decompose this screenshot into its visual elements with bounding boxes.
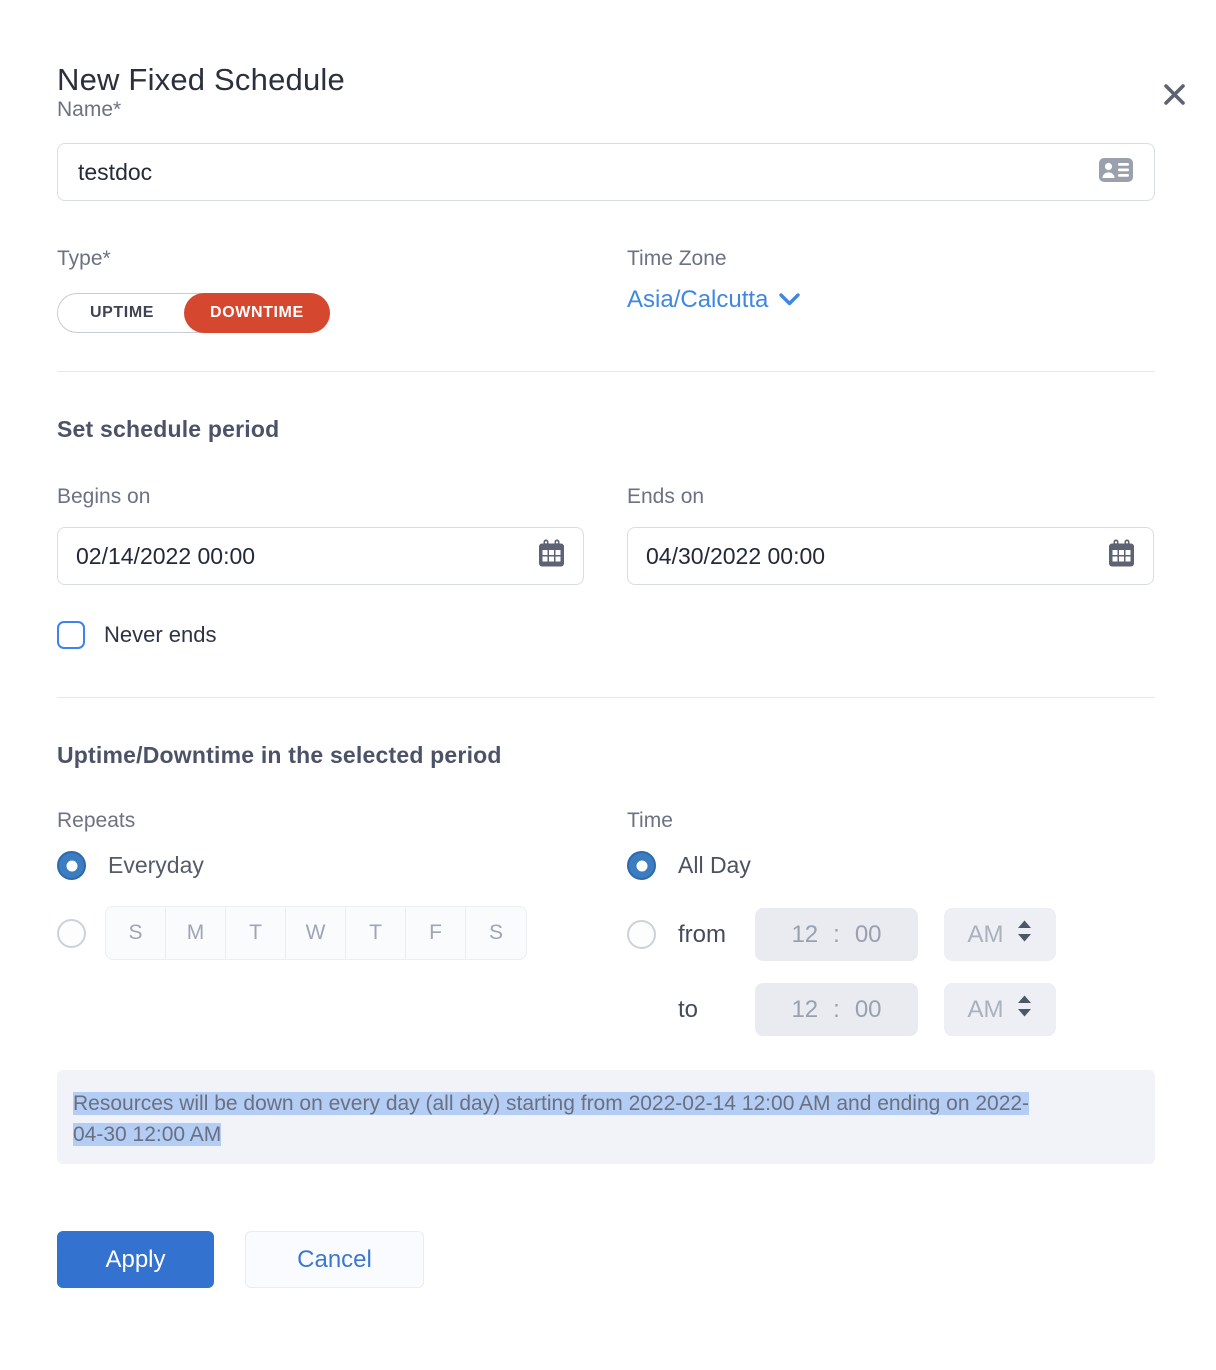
time-separator: :: [833, 920, 840, 948]
spinner-arrows-icon: [1016, 919, 1033, 950]
calendar-icon[interactable]: [538, 539, 565, 573]
to-minute: 00: [854, 995, 882, 1023]
downtime-toggle-option[interactable]: DOWNTIME: [184, 293, 330, 333]
contact-card-icon: [1098, 156, 1134, 189]
type-label: Type*: [57, 247, 111, 270]
to-meridiem-stepper[interactable]: [944, 983, 1056, 1036]
apply-button[interactable]: Apply: [57, 1231, 214, 1288]
day-button-tuesday[interactable]: T: [226, 907, 286, 959]
begins-on-input[interactable]: [76, 543, 538, 570]
day-button-thursday[interactable]: T: [346, 907, 406, 959]
custom-days-radio[interactable]: [57, 919, 86, 948]
chevron-down-icon: [778, 286, 801, 314]
day-button-saturday[interactable]: S: [488, 921, 503, 944]
to-time-input[interactable]: [755, 983, 918, 1036]
from-hour: 12: [791, 920, 819, 948]
ends-on-label: Ends on: [627, 485, 705, 508]
page-title: New Fixed Schedule: [57, 62, 345, 97]
schedule-summary-text: Resources will be down on every day (all day) starting from 2022-02-14 12:00 AM and ending on 2022-04-30 12:00 AM: [73, 1092, 1030, 1146]
day-of-week-selector: [105, 906, 527, 960]
timezone-value: Asia/Calcutta: [627, 286, 769, 313]
time-label: Time: [627, 809, 673, 832]
from-minute: 00: [854, 920, 882, 948]
type-toggle: [57, 293, 330, 333]
time-separator: :: [833, 995, 840, 1023]
all-day-label: All Day: [678, 852, 751, 878]
time-range-radio[interactable]: [627, 920, 656, 949]
divider: [57, 371, 1155, 372]
begins-on-field-wrap: [57, 527, 584, 585]
from-label: from: [678, 920, 726, 948]
to-hour: 12: [791, 995, 819, 1023]
day-button-friday[interactable]: F: [406, 907, 466, 959]
begins-on-label: Begins on: [57, 485, 151, 508]
day-button-sunday[interactable]: S: [106, 907, 166, 959]
uptime-toggle-option[interactable]: UPTIME: [90, 304, 155, 321]
new-fixed-schedule-dialog: [0, 62, 1216, 1288]
everyday-label: Everyday: [108, 852, 204, 878]
never-ends-checkbox[interactable]: [57, 621, 85, 649]
to-label: to: [678, 995, 699, 1023]
to-meridiem: AM: [967, 995, 1004, 1023]
ends-on-input[interactable]: [646, 543, 1108, 570]
spinner-arrows-icon: [1016, 994, 1033, 1025]
divider: [57, 697, 1155, 698]
close-button[interactable]: [1156, 78, 1192, 114]
from-time-input[interactable]: [755, 908, 918, 961]
all-day-radio[interactable]: [627, 851, 656, 880]
everyday-radio[interactable]: [57, 851, 86, 880]
from-meridiem-stepper[interactable]: [944, 908, 1056, 961]
name-label: Name*: [57, 98, 122, 121]
calendar-icon[interactable]: [1108, 539, 1135, 573]
never-ends-label: Never ends: [104, 622, 217, 647]
close-icon: [1159, 79, 1190, 113]
cancel-button[interactable]: Cancel: [245, 1231, 424, 1288]
timezone-select[interactable]: [627, 286, 801, 314]
repeats-label: Repeats: [57, 809, 136, 832]
schedule-summary-box: [57, 1070, 1155, 1164]
day-button-monday[interactable]: M: [166, 907, 226, 959]
day-button-wednesday[interactable]: W: [286, 907, 346, 959]
name-input[interactable]: [78, 159, 1098, 186]
from-meridiem: AM: [967, 920, 1004, 948]
ends-on-field-wrap: [627, 527, 1154, 585]
timezone-label: Time Zone: [627, 247, 727, 270]
uptime-downtime-heading: Uptime/Downtime in the selected period: [57, 742, 502, 768]
name-field-wrap: [57, 143, 1155, 201]
schedule-period-heading: Set schedule period: [57, 416, 280, 442]
